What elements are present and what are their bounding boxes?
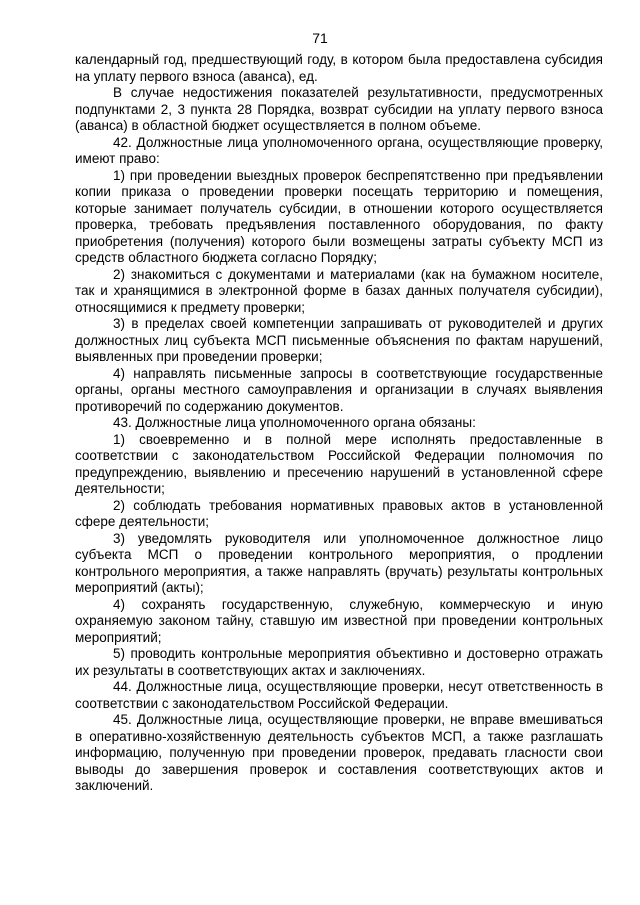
paragraph-43-item-2: 2) соблюдать требования нормативных правовых актов в установленной сфере деятельности; xyxy=(75,497,603,529)
paragraph-43-item-3: 3) уведомлять руководителя или уполномоченное должностное лицо субъекта МСП о проведении контрольного мероприятия, о продлении контрольного мероприятия, а также направлять (вручать) результаты контрольных мероприятий (акты); xyxy=(75,530,603,595)
paragraph-43: 43. Должностные лица уполномоченного органа обязаны: xyxy=(113,415,476,430)
paragraph-44: 44. Должностные лица, осуществляющие проверки, несут ответственность в соответствии с законодательством Российской Федерации. xyxy=(75,679,603,711)
paragraph-continuation: календарный год, предшествующий году, в котором была предоставлена субсидия на уплату первого взноса (аванса), ед. xyxy=(75,52,603,84)
paragraph-42: 42. Должностные лица уполномоченного органа, осуществляющие проверку, имеют право: xyxy=(75,134,603,166)
document-body xyxy=(75,52,603,795)
paragraph-42-item-4: 4) направлять письменные запросы в соответствующие государственные органы, органы местного самоуправления и организации в случаях выявления противоречий по содержанию документов. xyxy=(75,365,603,414)
page-number: 71 xyxy=(312,30,328,46)
paragraph-43-item-1: 1) своевременно и в полной мере исполнять предоставленные в соответствии с законодательством Российской Федерации полномочия по предупреждению, выявлению и пресечению нарушений в установленной сфере деятельности; xyxy=(75,431,603,496)
paragraph-45: 45. Должностные лица, осуществляющие проверки, не вправе вмешиваться в оперативно-хозяйственную деятельность субъектов МСП, а также разглашать информацию, полученную при проведении проверок, предавать гласности свои выводы до завершения проверок и составления соответствующих актов и заключений. xyxy=(75,712,603,793)
paragraph-refund-note: В случае недостижения показателей результативности, предусмотренных подпунктами 2, 3 пункта 28 Порядка, возврат субсидии на уплату первого взноса (аванса) в областной бюджет осуществляется в полном объеме. xyxy=(75,85,603,133)
paragraph-42-item-1: 1) при проведении выездных проверок беспрепятственно при предъявлении копии приказа о проведении проверки посещать территорию и помещения, которые занимает получатель субсидии, в отношении которого осуществляется проверка, требовать предъявления поставленного оборудования, по факту приобретения (получения) которого были возмещены затраты субъекту МСП из средств областного бюджета согласно Порядку; xyxy=(75,167,603,265)
paragraph-42-item-3: 3) в пределах своей компетенции запрашивать от руководителей и других должностных лиц субъекта МСП письменные объяснения по фактам нарушений, выявленных при проведении проверки; xyxy=(75,316,603,364)
paragraph-43-item-5: 5) проводить контрольные мероприятия объективно и достоверно отражать их результаты в соответствующих актах и заключениях. xyxy=(75,646,603,678)
paragraph-43-item-4: 4) сохранять государственную, служебную, коммерческую и иную охраняемую законом тайну, ставшую им известной при проведении контрольных мероприятий; xyxy=(75,596,603,645)
paragraph-42-item-2: 2) знакомиться с документами и материалами (как на бумажном носителе, так и хранящимися в электронной форме в базах данных получателя субсидии), относящимися к предмету проверки; xyxy=(75,266,603,315)
